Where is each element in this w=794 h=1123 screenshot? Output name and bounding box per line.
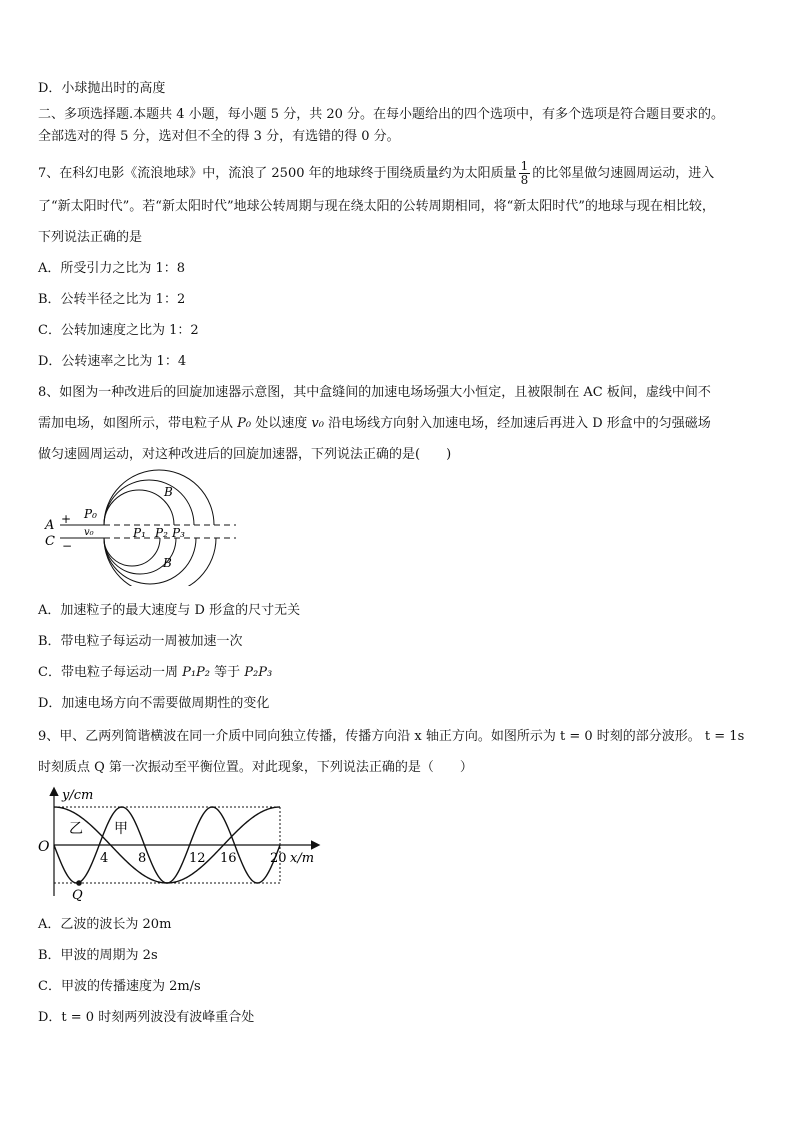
label-b-top: B [164,485,173,499]
wave-yi-label: 乙 [69,821,83,837]
q8-option-a: A．加速粒子的最大速度与 D 形盒的尺寸无关 [38,603,301,618]
section-heading-line1: 二、多项选择题.本题共 4 小题，每小题 5 分，共 20 分。在每小题给出的四个选项中，有多个选项是符合题目要求的。 [38,107,725,122]
q7-stem-part2: 的比邻星做匀速圆周运动，进入 [532,166,715,181]
q7-stem-line3: 下列说法正确的是 [38,230,143,245]
q8-optc-part2: 等于 [210,665,245,680]
x-axis-label: x/m [290,851,315,866]
q8-optc-p1p2: P₁P₂ [182,665,211,680]
q9-option-c: C．甲波的传播速度为 2m/s [38,979,201,994]
q7-stem-line2: 了“新太阳时代”。若“新太阳时代”地球公转周期与现在绕太阳的公转周期相同，将“新太阳时代”的地球与现在相比较， [38,199,715,214]
q8-p0-symbol: P₀ [237,416,252,431]
y-axis-label: y/cm [62,788,94,803]
q9-option-b: B．甲波的周期为 2s [38,948,158,963]
x-tick-12: 12 [189,851,206,866]
q8-v0-symbol: v₀ [311,416,324,431]
q9-stem-line2: 时刻质点 Q 第一次振动至平衡位置。对此现象，下列说法正确的是（ ） [38,760,473,775]
q8-stem-line2 [38,415,711,433]
q8-stem2-part2: 处以速度 [251,416,312,431]
x-tick-16: 16 [220,851,237,866]
q8-optc-part1: C．带电粒子每运动一周 [38,665,183,680]
q8-option-d: D．加速电场方向不需要做周期性的变化 [38,696,270,711]
label-p1: P₁ [133,526,146,540]
q8-stem2-part3: 沿电场线方向射入加速电场，经加速后再进入 D 形盒中的匀强磁场 [323,416,711,431]
q8-stem-line3: 做匀速圆周运动，对这种改进后的回旋加速器，下列说法正确的是( ) [38,447,452,462]
q8-stem2-part1: 需加电场，如图所示，带电粒子从 [38,416,238,431]
q7-stem-part1: 7、在科幻电影《流浪地球》中，流浪了 2500 年的地球终于围绕质量约为太阳质量 [38,166,517,181]
q9-option-a: A．乙波的波长为 20m [38,917,172,932]
q7-option-a: A．所受引力之比为 1：8 [38,261,186,276]
x-tick-20: 20 [270,851,287,866]
label-p2: P₂ [155,526,168,540]
section-heading-line2: 全部选对的得 5 分，选对但不全的得 3 分，有选错的得 0 分。 [38,129,400,144]
q8-stem-line1: 8、如图为一种改进后的回旋加速器示意图，其中盒缝间的加速电场场强大小恒定，且被限制在 AC 板间，虚线中间不 [38,385,711,400]
trajectory-lower-outer [104,538,216,586]
label-p3: P₃ [172,526,185,540]
wave-graph [34,785,330,905]
fraction-denominator: 8 [520,173,529,187]
minus-sign: − [62,539,73,553]
label-v0: v₀ [84,527,94,538]
q7-option-c: C．公转加速度之比为 1：2 [38,323,199,338]
point-q-label: Q [72,888,83,903]
plus-sign: + [61,512,72,526]
x-tick-8: 8 [138,851,147,866]
label-a: A [45,518,55,533]
label-p0: P₀ [84,507,97,521]
label-c: C [45,534,55,549]
trajectory-upper-outer [104,470,214,525]
origin-label: O [38,839,50,855]
label-b-bottom: B [163,556,172,570]
q7-option-d: D．公转速率之比为 1：4 [38,354,187,369]
q8-option-c [38,664,272,682]
trajectory-lower-middle [104,538,196,584]
trajectory-upper-middle [104,480,194,525]
cyclotron-diagram [40,468,245,586]
q6-option-d: D．小球抛出时的高度 [38,81,166,96]
fraction-numerator: 1 [520,159,529,173]
q8-option-b: B．带电粒子每运动一周被加速一次 [38,634,243,649]
q9-stem-line1: 9、甲、乙两列简谐横波在同一介质中同向独立传播，传播方向沿 x 轴正方向。如图所示为 t = 0 时刻的部分波形。 t = 1s [38,729,745,744]
q7-stem-line1 [38,160,714,187]
q9-option-d: D．t = 0 时刻两列波没有波峰重合处 [38,1010,255,1025]
wave-jia-label: 甲 [114,821,128,837]
point-q-marker [76,880,82,886]
q7-fraction [519,160,531,187]
x-tick-4: 4 [100,851,109,866]
q8-optc-p2p3: P₂P₃ [244,665,273,680]
q7-option-b: B．公转半径之比为 1：2 [38,292,186,307]
